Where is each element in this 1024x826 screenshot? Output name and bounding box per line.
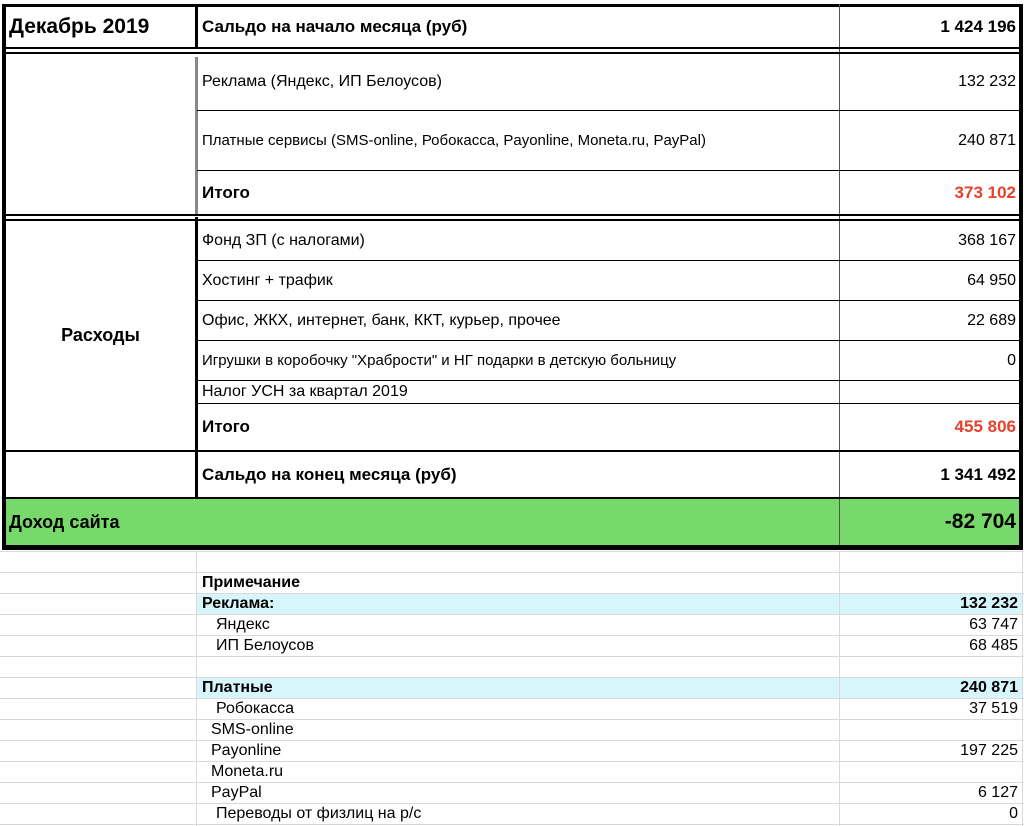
notes-ads-item-label: Яндекс [216, 615, 270, 633]
notes-ads-label: Реклама: [202, 594, 275, 612]
notes-paid-item-value [842, 719, 1018, 740]
notes-paid-item-value: 197 225 [960, 741, 1018, 759]
notes-title: Примечание [202, 573, 301, 591]
notes-ads-item-value: 63 747 [969, 615, 1018, 633]
notes-paid-item-value: 6 127 [977, 783, 1018, 801]
expenses-label: Расходы [61, 325, 140, 345]
expense-row-label: Офис, ЖКХ, интернет, банк, ККТ, курьер, прочее [202, 311, 561, 329]
expense-row-label: Игрушки в коробочку "Храбрости" и НГ подарки в детскую больницу [202, 352, 677, 369]
notes-paid-value: 240 871 [960, 678, 1018, 696]
income-total-value: 373 102 [954, 182, 1016, 202]
income-total-label: Итого [202, 182, 250, 202]
notes-paid-item-label: Moneta.ru [211, 762, 284, 780]
expense-row-value: 0 [1007, 351, 1016, 369]
expenses-total-label: Итого [202, 417, 250, 436]
notes-paid-item-label: Payonline [211, 741, 282, 759]
expense-row-value: 368 167 [958, 231, 1016, 249]
income-row-value: 132 232 [958, 73, 1016, 90]
site-income-label: Доход сайта [9, 511, 120, 532]
opening-balance-label: Сальдо на начало месяца (руб) [202, 17, 468, 36]
expense-row-value: 64 950 [967, 271, 1016, 289]
notes-paid-item-label: PayPal [211, 783, 262, 801]
notes-ads-value: 132 232 [960, 594, 1018, 612]
notes-ads-item-label: ИП Белоусов [216, 636, 314, 654]
income-row-label: Платные сервисы (SMS-online, Робокасса, Payonline, Moneta.ru, PayPal) [202, 132, 706, 149]
closing-balance-value: 1 341 492 [940, 464, 1016, 484]
site-income-value: -82 704 [944, 510, 1016, 533]
expense-row-label: Хостинг + трафик [202, 271, 333, 289]
expense-row-value: 22 689 [967, 311, 1016, 329]
notes-paid-item-label: Робокасса [216, 699, 295, 717]
notes-paid-item-value: 0 [1009, 804, 1018, 822]
period-title: Декабрь 2019 [9, 15, 150, 38]
notes-paid-item-value [842, 761, 1018, 782]
expense-row-label: Фонд ЗП (с налогами) [202, 231, 365, 249]
expense-row-value [842, 381, 1016, 403]
notes-paid-item-label: Переводы от физлиц на р/с [216, 804, 422, 822]
notes-paid-item-value: 37 519 [969, 699, 1018, 717]
expenses-total-value: 455 806 [954, 417, 1016, 436]
income-row-value: 240 871 [958, 131, 1016, 149]
income-row-label: Реклама (Яндекс, ИП Белоусов) [202, 73, 442, 90]
notes-paid-item-label: SMS-online [211, 720, 294, 738]
notes-ads-item-value: 68 485 [969, 636, 1018, 654]
closing-balance-label: Сальдо на конец месяца (руб) [202, 464, 457, 484]
opening-balance-value: 1 424 196 [940, 17, 1016, 36]
notes-paid-label: Платные [202, 678, 273, 696]
expense-row-label: Налог УСН за квартал 2019 [202, 383, 408, 400]
